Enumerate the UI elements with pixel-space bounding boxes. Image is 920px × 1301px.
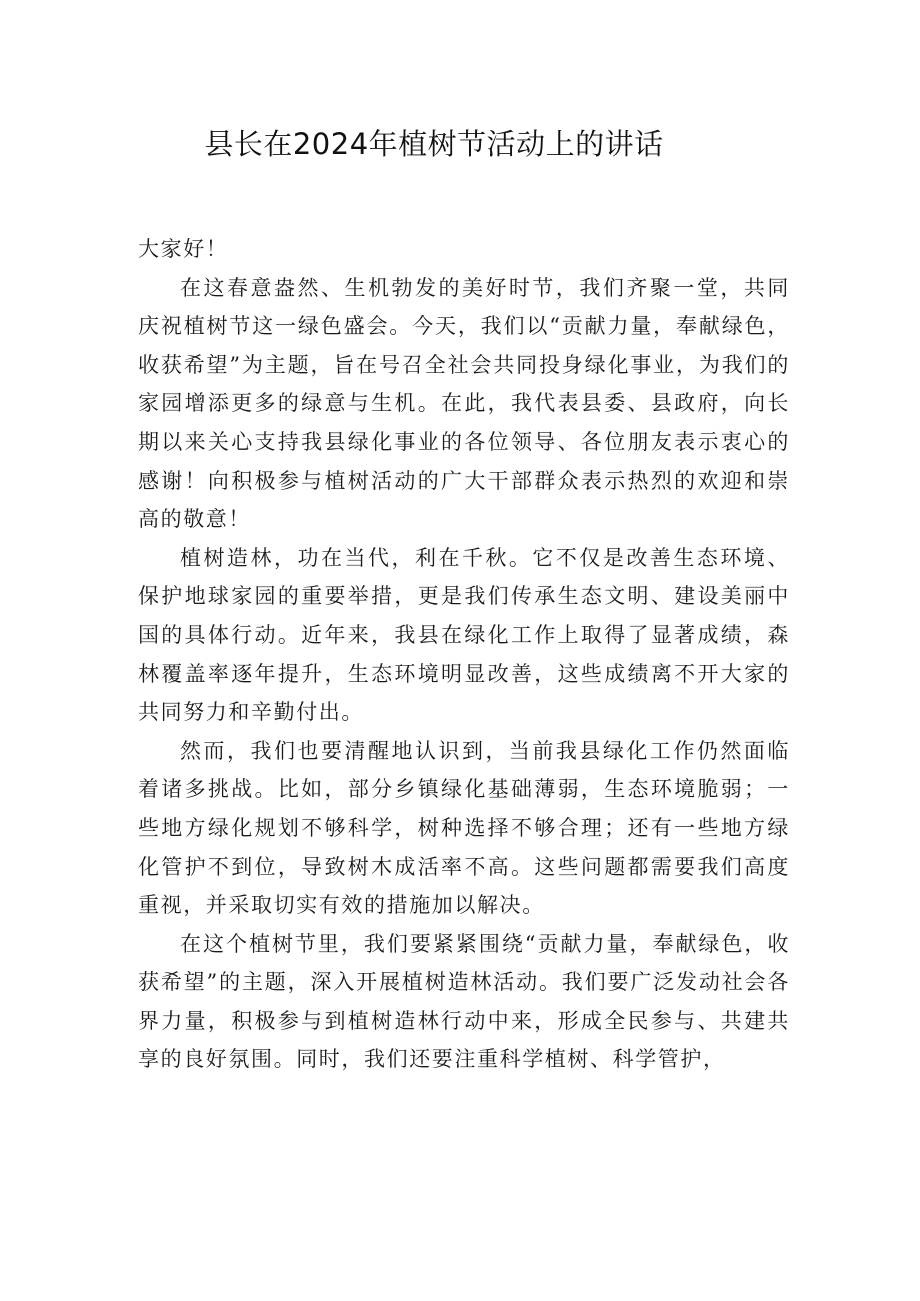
paragraph-2: 植树造林，功在当代，利在千秋。它不仅是改善生态环境、保护地球家园的重要举措，更是我们传承生态文明、建设美丽中国的具体行动。近年来，我县在绿化工作上取得了显著成绩，森林覆盖率逐年提升，生态环境明显改善，这些成绩离不开大家的共同努力和辛勤付出。	[138, 545, 790, 725]
paragraph-1: 在这春意盎然、生机勃发的美好时节，我们齐聚一堂，共同庆祝植树节这一绿色盛会。今天，我们以“贡献力量，奉献绿色，收获希望”为主题，旨在号召全社会共同投身绿化事业，为我们的家园增添更多的绿意与生机。在此，我代表县委、县政府，向长期以来关心支持我县绿化事业的各位领导、各位朋友表示衷心的感谢！向积极参与植树活动的广大干部群众表示热烈的欢迎和崇高的敬意！	[138, 275, 790, 532]
paragraph-4: 在这个植树节里，我们要紧紧围绕“贡献力量，奉献绿色，收获希望”的主题，深入开展植树造林活动。我们要广泛发动社会各界力量，积极参与到植树造林行动中来，形成全民参与、共建共享的良好氛围。同时，我们还要注重科学植树、科学管护，	[138, 931, 790, 1072]
paragraph-3: 然而，我们也要清醒地认识到，当前我县绿化工作仍然面临着诸多挑战。比如，部分乡镇绿化基础薄弱，生态环境脆弱；一些地方绿化规划不够科学，树种选择不够合理；还有一些地方绿化管护不到位，导致树木成活率不高。这些问题都需要我们高度重视，并采取切实有效的措施加以解决。	[138, 738, 790, 918]
document-title: 县长在2024年植树节活动上的讲话	[204, 127, 664, 161]
salutation: 大家好！	[138, 237, 229, 261]
document-body	[138, 230, 790, 1079]
